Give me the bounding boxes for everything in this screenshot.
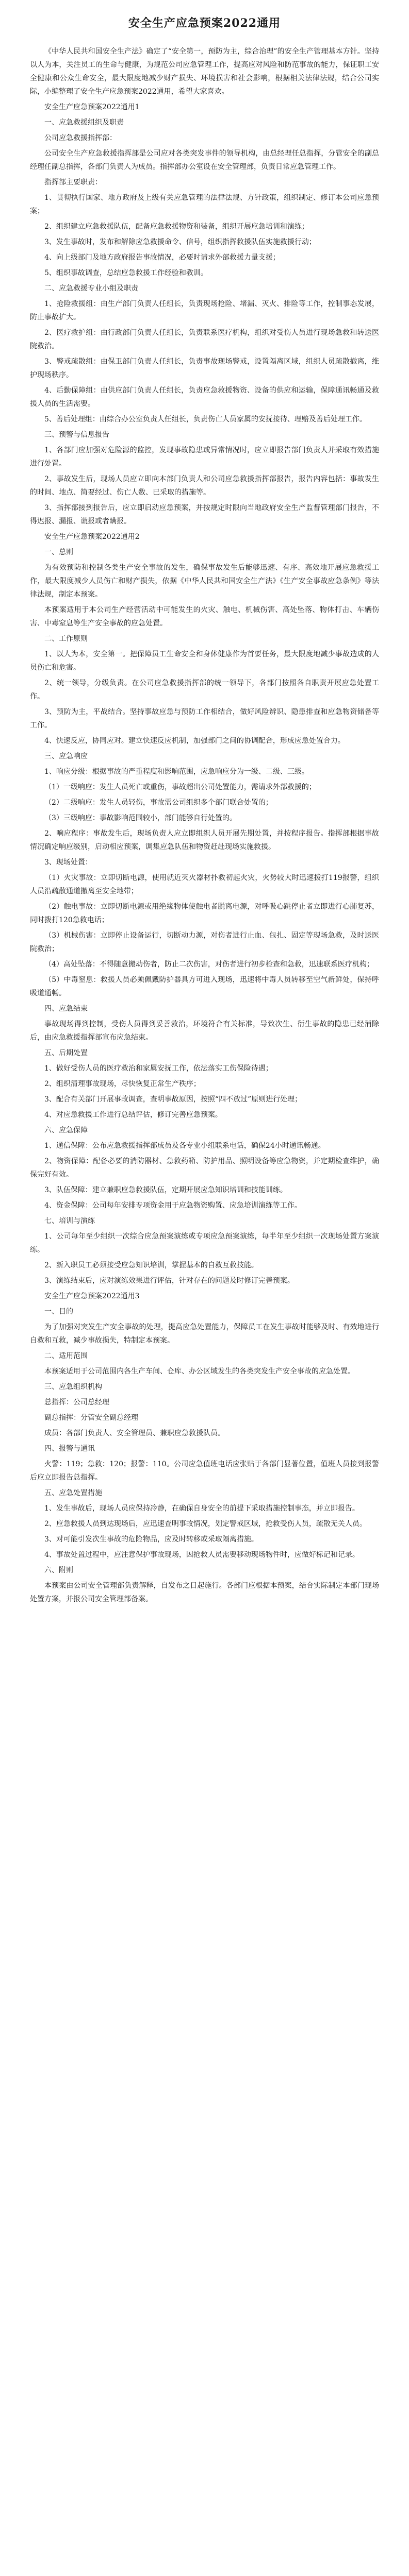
paragraph: 安全生产应急预案2022通用1 [44,103,140,111]
paragraph: 3、队伍保障：建立兼职应急救援队伍，定期开展应急知识培训和技能训练。 [44,1186,287,1194]
paragraph: 1、公司每年至少组织一次综合应急预案演练或专项应急预案演练，每半年至少组织一次现场处置方案演练。 [30,1232,379,1254]
paragraph: 总指挥：公司总经理 [44,1398,109,1406]
paragraph: 3、预防为主，平战结合。坚持事故应急与预防工作相结合，做好风险辨识、隐患排查和应急物资储备等工作。 [30,708,379,730]
paragraph: 一、应急救援组织及职责 [44,118,124,127]
paragraph: 一、目的 [44,1308,73,1316]
paragraph: 1、各部门应加强对危险源的监控，发现事故隐患或异常情况时，应立即报告部门负责人并采取有效措施进行处置。 [30,446,379,468]
paragraph: 三、应急组织机构 [44,1383,102,1391]
paragraph: 2、新入职员工必须接受应急知识培训，掌握基本的自救互救技能。 [44,1261,258,1269]
paragraph: 3、现场处置： [44,858,92,867]
paragraph: 1、响应分级：根据事故的严重程度和影响范围，应急响应分为一级、二级、三级。 [44,768,309,776]
paragraph: 2、组织清理事故现场，尽快恢复正常生产秩序； [44,1080,201,1088]
paragraph: 2、事故发生后，现场人员应立即向本部门负责人和公司应急救援指挥部报告，报告内容包括：事故发生的时间、地点、简要经过、伤亡人数、已采取的措施等。 [30,475,379,497]
paragraph: 1、发生事故后，现场人员应保持冷静，在确保自身安全的前提下采取措施控制事态，并立即报告。 [44,1504,359,1513]
paragraph: 4、事故处置过程中，应注意保护事故现场，因抢救人员需要移动现场物件时，应做好标记和记录。 [44,1551,359,1559]
paragraph: 2、应急救援人员到达现场后，应迅速查明事故情况，划定警戒区域，抢救受伤人员，疏散无关人员。 [44,1520,367,1528]
paragraph: 1、做好受伤人员的医疗救治和家属安抚工作，依法落实工伤保险待遇； [44,1064,273,1073]
paragraph: 3、配合有关部门开展事故调查，查明事故原因，按照“四不放过”原则进行处理； [44,1095,302,1104]
paragraph: 安全生产应急预案2022通用3 [44,1292,140,1300]
paragraph: （3）机械伤害：立即停止设备运行，切断动力源，对伤者进行止血、包扎、固定等现场急救，及时送医院救治； [30,931,379,953]
paragraph: 一、总则 [44,548,73,556]
paragraph: （1）一级响应：发生人员死亡或重伤，事故超出公司处置能力，需请求外部救援的； [44,783,316,791]
paragraph: 3、指挥部接到报告后，应立即启动应急预案，并按规定时限向当地政府安全生产监督管理部门报告，不得迟报、漏报、谎报或者瞒报。 [30,504,379,526]
paragraph: 5、善后处理组：由综合办公室负责人任组长，负责伤亡人员家属的安抚接待、理赔及善后处理工作。 [44,415,367,423]
paragraph: 2、医疗救护组：由行政部门负责人任组长，负责联系医疗机构，组织对受伤人员进行现场急救和转送医院救治。 [30,329,379,350]
paragraph: 本预案由公司安全管理部负责解释，自发布之日起施行。各部门应根据本预案，结合实际制定本部门现场处置方案，并报公司安全管理部备案。 [30,1582,379,1603]
paragraph: （3）三级响应：事故影响范围较小，部门能够自行处置的。 [44,814,237,822]
paragraph: 四、应急结束 [44,1005,88,1013]
paragraph: 六、应急保障 [44,1126,88,1134]
paragraph: （2）二级响应：发生人员轻伤，事故需公司组织多个部门联合处置的； [44,799,273,807]
paragraph: 副总指挥：分管安全副总经理 [44,1414,138,1422]
paragraph: 成员：各部门负责人、安全管理员、兼职应急救援队员。 [44,1429,225,1437]
paragraph: 1、抢险救援组：由生产部门负责人任组长，负责现场抢险、堵漏、灭火、排险等工作，控制事态发展，防止事故扩大。 [30,300,379,321]
paragraph: 为了加强对突发生产安全事故的处理，提高应急处置能力，保障员工在发生事故时能够及时、有效地进行自救和互救，减少事故损失，特制定本预案。 [30,1323,379,1345]
document-title: 安全生产应急预案2022通用 [128,16,281,30]
paragraph: 事故现场得到控制，受伤人员得到妥善救治，环境符合有关标准，导致次生、衍生事故的隐患已经消除后，由应急救援指挥部宣布应急结束。 [30,1020,379,1042]
paragraph: 4、向上级部门及地方政府报告事故情况，必要时请求外部救援力量支援； [44,253,280,262]
paragraph: 1、贯彻执行国家、地方政府及上级有关应急管理的法律法规、方针政策，组织制定、修订本公司应急预案； [30,194,379,215]
paragraph: 四、报警与通讯 [44,1445,95,1453]
paragraph: 五、后期处置 [44,1049,88,1057]
paragraph: 《中华人民共和国安全生产法》确定了“安全第一，预防为主，综合治理”的安全生产管理基本方针。坚持以人为本，关注员工的生命与健康，为规范公司应急管理工作，提高应对风险和防范事故的能力，保证职工安全健康和公众生命安全，最大限度地减少财产损失、环境损害和社会影响，根据相关法律法规，结合公司实际，小编整理了安全生产应急预案2022通用，希望大家喜欢。 [30,47,379,96]
paragraph: 三、预警与信息报告 [44,431,109,439]
paragraph: 3、演练结束后，应对演练效果进行评估，针对存在的问题及时修订完善预案。 [44,1277,295,1285]
paragraph: 4、快速反应，协同应对。建立快速反应机制，加强部门之间的协调配合，形成应急处置合力。 [44,737,345,745]
paragraph: 4、后勤保障组：由供应部门负责人任组长，负责应急救援物资、设备的供应和运输，保障通讯畅通及救援人员的生活需要。 [30,386,379,408]
paragraph: 3、对可能引发次生事故的危险物品，应及时转移或采取隔离措施。 [44,1535,258,1544]
paragraph: 六、附则 [44,1566,73,1574]
paragraph: （4）高处坠落：不得随意搬动伤者，防止二次伤害，对伤者进行初步检查和急救，迅速联系医疗机构； [44,960,374,969]
paragraph: 本预案适用于公司范围内各生产车间、仓库、办公区域发生的各类突发生产安全事故的应急处置。 [44,1367,355,1376]
paragraph: 5、组织事故调查，总结应急救援工作经验和教训。 [44,269,208,277]
paragraph: （1）火灾事故：立即切断电源，使用就近灭火器材扑救初起火灾，火势较大时迅速拨打119报警，组织人员沿疏散通道撤离至安全地带； [30,874,379,895]
paragraph: 本预案适用于本公司生产经营活动中可能发生的火灾、触电、机械伤害、高处坠落、物体打击、车辆伤害、中毒窒息等生产安全事故的应急处置。 [30,606,379,628]
paragraph: 公司应急救援指挥部： [44,134,117,142]
paragraph: 七、培训与演练 [44,1217,95,1225]
paragraph: 二、适用范围 [44,1352,88,1360]
paragraph: 公司安全生产应急救援指挥部是公司应对各类突发事件的领导机构，由总经理任总指挥，分管安全的副总经理任副总指挥，各部门负责人为成员。指挥部办公室设在安全管理部，负责日常应急管理工作。 [30,149,379,171]
paragraph: 二、工作原则 [44,635,88,643]
paragraph: 火警：119；急救：120；报警：110。公司应急值班电话应张贴于各部门显著位置，值班人员接到报警后应立即报告总指挥。 [30,1460,379,1482]
paragraph: 4、对应急救援工作进行总结评估，修订完善应急预案。 [44,1111,222,1119]
paragraph: 为有效预防和控制各类生产安全事故的发生，确保事故发生后能够迅速、有序、高效地开展应急救援工作，最大限度减少人员伤亡和财产损失，依据《中华人民共和国安全生产法》《生产安全事故应急条例》等法律法规，制定本预案。 [30,564,379,599]
paragraph: 三、应急响应 [44,752,88,760]
paragraph: 1、通信保障：公布应急救援指挥部成员及各专业小组联系电话，确保24小时通讯畅通。 [44,1142,325,1150]
paragraph: 五、应急处置措施 [44,1489,102,1497]
paragraph: 2、统一领导，分级负责。在公司应急救援指挥部的统一领导下，各部门按照各自职责开展应急处置工作。 [30,679,379,701]
paragraph: 指挥部主要职责： [44,178,102,187]
paragraph: 1、以人为本，安全第一。把保障员工生命安全和身体健康作为首要任务，最大限度地减少事故造成的人员伤亡和危害。 [30,650,379,672]
paragraph: 二、应急救援专业小组及职责 [44,284,138,293]
document-body [30,45,379,1606]
paragraph: （5）中毒窒息：救援人员必须佩戴防护器具方可进入现场，迅速将中毒人员转移至空气新鲜处，保持呼吸道通畅。 [30,976,379,997]
paragraph: 4、资金保障：公司每年安排专项资金用于应急物资购置、应急培训演练等工作。 [44,1201,302,1210]
paragraph: 3、警戒疏散组：由保卫部门负责人任组长，负责事故现场警戒，设置隔离区域，组织人员疏散撤离，维护现场秩序。 [30,358,379,379]
paragraph: 2、物资保障：配备必要的消防器材、急救药箱、防护用品、照明设备等应急物资，并定期检查维护，确保完好有效。 [30,1157,379,1179]
paragraph: （2）触电事故：立即切断电源或用绝缘物体使触电者脱离电源，对呼吸心跳停止者立即进行心肺复苏，同时拨打120急救电话； [30,903,379,924]
paragraph: 3、发生事故时，发布和解除应急救援命令、信号，组织指挥救援队伍实施救援行动； [44,238,316,246]
paragraph: 安全生产应急预案2022通用2 [44,533,140,541]
paragraph: 2、组织建立应急救援队伍，配备应急救援物资和装备，组织开展应急培训和演练； [44,223,309,231]
paragraph: 2、响应程序：事故发生后，现场负责人应立即组织人员开展先期处置，并按程序报告。指挥部根据事故情况确定响应级别，启动相应预案，调集应急队伍和物资赶赴现场实施救援。 [30,829,379,851]
